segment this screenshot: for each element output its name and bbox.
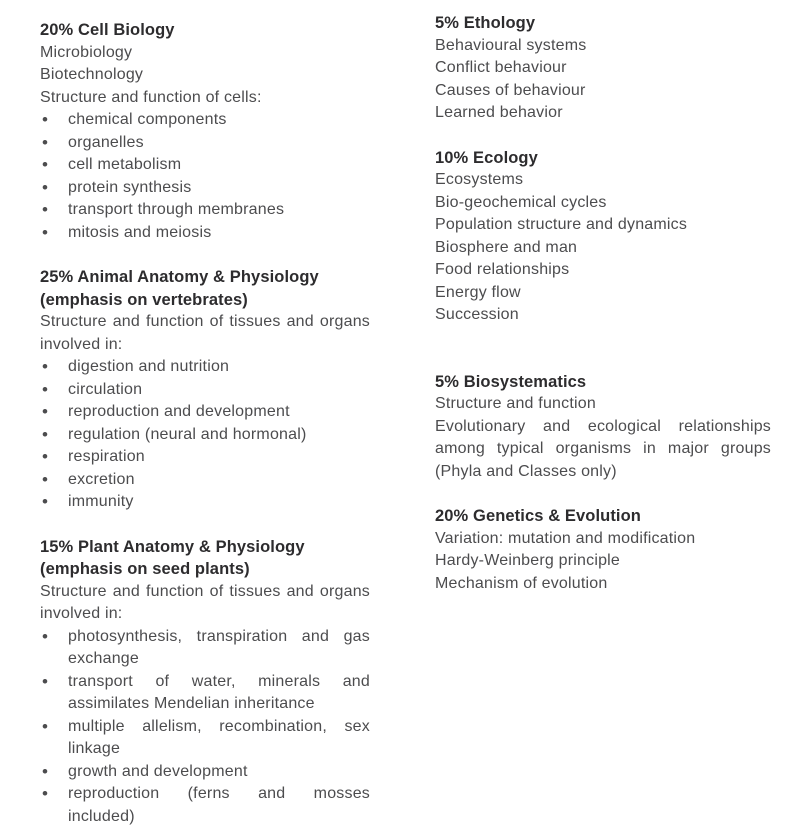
section-heading: (emphasis on seed plants) [40,560,250,578]
bullet-item [40,491,370,514]
bullet-icon: • [42,761,49,781]
section-line: Conflict behaviour [435,59,567,76]
bullet-icon: • [42,222,49,242]
bullet-text: digestion and nutrition [68,358,230,375]
section-line: Structure and function of tissues and organs involved in: [40,313,370,353]
bullet-text: protein synthesis [68,178,192,196]
bullet-item [40,783,370,828]
section-heading: (emphasis on vertebrates) [40,290,248,309]
bullet-icon: • [42,402,49,421]
bullet-item [40,626,370,671]
syllabus-column-left [40,19,370,828]
bullet-text: multiple allelism, recombination, sex linkage [68,717,370,757]
section-line: Population structure and dynamics [435,216,688,233]
bullet-text: mitosis and meiosis [68,223,212,241]
section-heading: 20% Genetics & Evolution [435,507,641,525]
section-line: Energy flow [435,283,521,301]
section-line: Variation: mutation and modification [435,529,696,547]
bullet-text: reproduction (ferns and mosses included) [68,785,370,825]
bullet-item [40,222,370,245]
section-line: Causes of behaviour [435,81,586,99]
topic-section [40,536,370,829]
bullet-text: immunity [68,493,134,510]
bullet-text: growth and development [68,762,248,780]
section-line: Behavioural systems [435,36,587,54]
bullet-item [40,379,370,402]
bullet-item [40,356,370,379]
topic-section [40,19,370,244]
section-heading: 15% Plant Anatomy & Physiology [40,537,305,556]
bullet-item [40,469,370,492]
bullet-icon: • [42,784,49,803]
bullet-icon: • [42,626,49,646]
bullet-text: reproduction and development [68,403,290,420]
section-line: Ecosystems [435,171,524,188]
bullet-icon: • [42,155,49,174]
bullet-list [40,109,370,244]
bullet-item [40,671,370,716]
bullet-text: cell metabolism [68,156,182,173]
topic-section [435,505,771,595]
bullet-icon: • [42,110,49,129]
topic-section [435,147,771,327]
bullet-icon: • [42,671,49,691]
bullet-item [40,401,370,424]
bullet-item [40,199,370,222]
section-line: Structure and function [435,395,596,412]
section-heading: 5% Ethology [435,14,536,32]
bullet-item [40,424,370,447]
section-line: Learned behavior [435,104,563,121]
section-line: Succession [435,306,519,323]
bullet-text: transport through membranes [68,201,285,218]
section-heading: 5% Biosystematics [435,372,587,391]
section-line: Bio-geochemical cycles [435,193,607,211]
bullet-icon: • [42,424,49,444]
section-line: Microbiology [40,43,133,61]
bullet-item [40,154,370,177]
bullet-item [40,132,370,155]
syllabus-column-right [435,12,771,595]
bullet-icon: • [42,469,49,489]
bullet-text: chemical components [68,111,227,128]
bullet-text: excretion [68,470,135,488]
bullet-item [40,177,370,200]
bullet-icon: • [42,200,49,219]
bullet-text: transport of water, minerals and assimilates Mendelian inheritance [68,672,370,712]
bullet-icon: • [42,357,49,376]
section-heading: 10% Ecology [435,148,538,167]
bullet-item [40,446,370,469]
section-line: Hardy-Weinberg principle [435,552,621,569]
topic-section [435,371,771,484]
bullet-icon: • [42,447,49,466]
bullet-text: respiration [68,448,145,465]
section-line: Mechanism of evolution [435,574,608,592]
bullet-icon: • [42,177,49,197]
section-line: Food relationships [435,261,570,278]
section-line: Biotechnology [40,66,144,83]
topic-section [435,12,771,125]
bullet-text: circulation [68,380,143,398]
bullet-list [40,626,370,829]
section-heading: 20% Cell Biology [40,21,175,39]
bullet-icon: • [42,492,49,511]
bullet-item [40,761,370,784]
section-heading: 25% Animal Anatomy & Physiology [40,268,319,286]
bullet-item [40,109,370,132]
section-line: Biosphere and man [435,238,578,256]
bullet-item [40,716,370,761]
bullet-text: regulation (neural and hormonal) [68,425,307,443]
section-line: Structure and function of cells: [40,88,262,106]
bullet-icon: • [42,379,49,399]
bullet-icon: • [42,132,49,152]
section-line: Evolutionary and ecological relationships among typical organisms in major groups (Phyla and Classes only) [435,417,771,480]
topic-section [40,266,370,514]
bullet-text: photosynthesis, transpiration and gas exchange [68,627,370,667]
bullet-list [40,356,370,514]
bullet-text: organelles [68,133,144,151]
section-line: Structure and function of tissues and organs involved in: [40,582,370,622]
bullet-icon: • [42,716,49,736]
